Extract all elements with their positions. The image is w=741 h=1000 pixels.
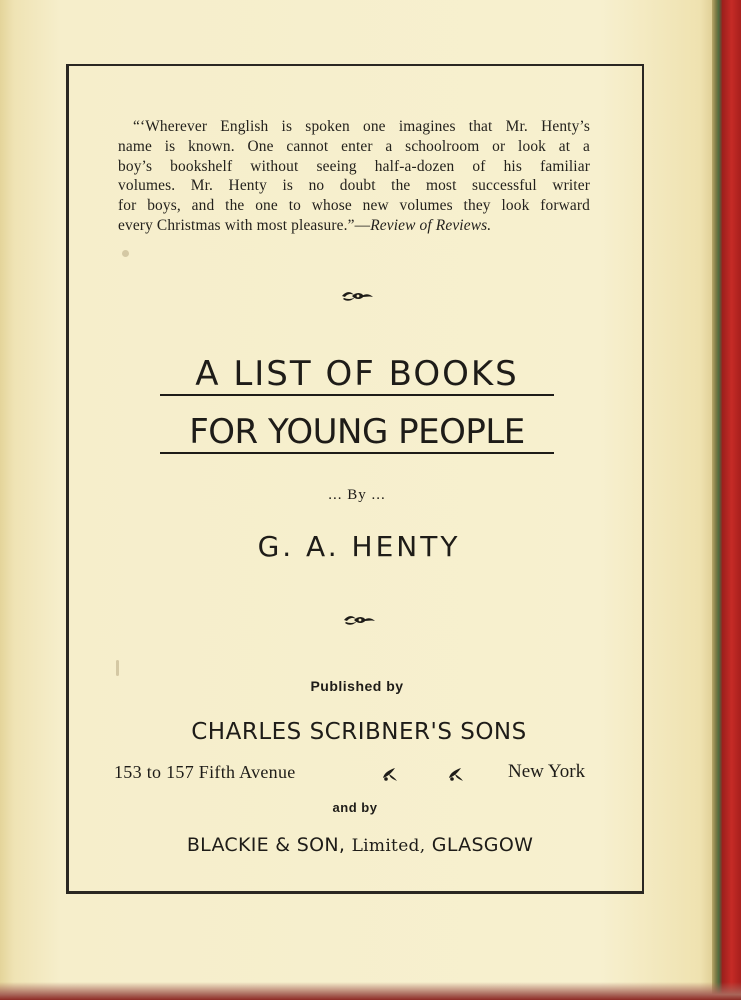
second-publisher-limited: Limited, bbox=[351, 836, 426, 856]
quote-line: “‘Wherever English is spoken one imagines that Mr. Henty’s bbox=[133, 118, 590, 135]
leaf-dingbat-icon bbox=[380, 764, 400, 782]
quote-line: name is known. One cannot enter a schoolroom or look at a bbox=[118, 137, 590, 155]
publisher-name: CHARLES SCRIBNER'S SONS bbox=[191, 719, 527, 745]
book-list-subtitle: FOR YOUNG PEOPLE bbox=[189, 412, 525, 452]
book-list-title: A LIST OF BOOKS bbox=[195, 354, 519, 394]
subtitle-underline bbox=[160, 452, 554, 454]
quote-source: Review of Reviews. bbox=[370, 216, 492, 234]
quote-line: volumes. Mr. Henty is no doubt the most successful writer bbox=[118, 177, 590, 195]
quote-line: for boys, and the one to whose new volumes they look forward bbox=[118, 197, 590, 215]
publisher-city: New York bbox=[508, 761, 586, 782]
second-publisher bbox=[150, 834, 570, 856]
leaf-ornament-icon bbox=[340, 288, 374, 304]
leaf-ornament-icon bbox=[342, 612, 376, 628]
byline: ... By ... bbox=[328, 487, 386, 503]
quote-last-line bbox=[118, 216, 590, 236]
leaf-dingbat-icon bbox=[446, 764, 466, 782]
second-publisher-city: GLASGOW bbox=[431, 834, 534, 856]
and-by-label: and by bbox=[332, 800, 378, 815]
publisher-address: 153 to 157 Fifth Avenue bbox=[114, 762, 296, 782]
quote-line: boy’s bookshelf without seeing half-a-dozen of his familiar bbox=[118, 157, 590, 175]
second-publisher-name: BLACKIE & SON, bbox=[186, 834, 346, 856]
page-edge bbox=[712, 0, 722, 1000]
title-underline bbox=[160, 394, 554, 396]
review-quote bbox=[118, 117, 590, 236]
page-bottom-shadow bbox=[0, 982, 741, 1000]
published-by-label: Published by bbox=[310, 678, 404, 694]
book-cover-edge bbox=[722, 0, 741, 1000]
author-name: G. A. HENTY bbox=[257, 530, 461, 563]
quote-line: every Christmas with most pleasure.”— bbox=[118, 216, 371, 234]
